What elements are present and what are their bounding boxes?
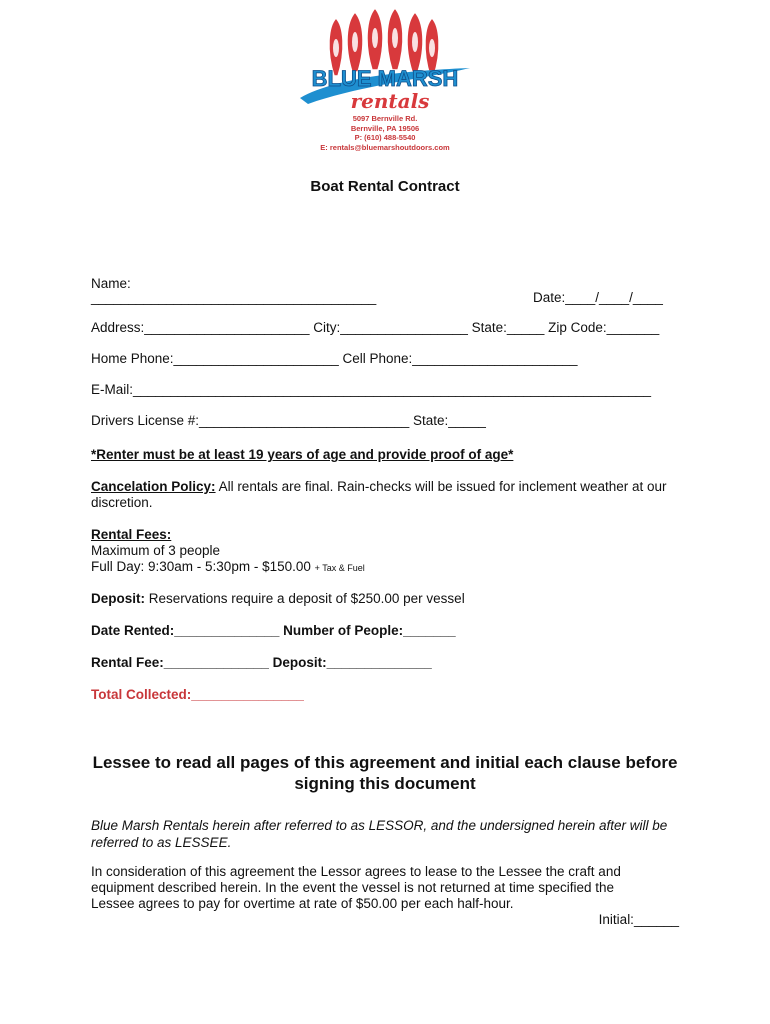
intro-paragraph: Blue Marsh Rentals herein after referred to as LESSOR, and the undersigned herein after will be referred to as LESSEE. bbox=[91, 818, 668, 850]
cancel-label: Cancelation Policy: bbox=[91, 479, 216, 494]
address-email: E: rentals@bluemarshoutdoors.com bbox=[320, 142, 450, 152]
deposit bbox=[91, 591, 465, 606]
rental-fees bbox=[91, 527, 365, 576]
fees-line2-wrap bbox=[91, 559, 365, 576]
email-field[interactable]: E-Mail:_____________________________________________________________________ bbox=[91, 382, 652, 397]
cancel-text: All rentals are final. Rain-checks will be issued for inclement weather at our discretion. bbox=[91, 479, 667, 510]
date-rented-field[interactable]: Date Rented:______________ Number of People:_______ bbox=[91, 623, 456, 638]
blue-marsh-logo bbox=[298, 6, 472, 118]
name-line[interactable]: ______________________________________ bbox=[91, 290, 377, 305]
fees-line2: Full Day: 9:30am - 5:30pm - $150.00 bbox=[91, 559, 315, 574]
logo-text-brand: BLUE MARSH bbox=[311, 66, 459, 91]
initial-field[interactable]: Initial:______ bbox=[598, 912, 679, 927]
license-field[interactable]: Drivers License #:____________________________ State:_____ bbox=[91, 413, 486, 428]
total-collected-field[interactable]: Total Collected:_______________ bbox=[91, 687, 304, 702]
name-label: Name: bbox=[91, 276, 131, 291]
fees-tax-note: + Tax & Fuel bbox=[314, 563, 365, 573]
logo-text-rentals: rentals bbox=[350, 89, 430, 113]
phone-field[interactable]: Home Phone:______________________ Cell Phone:______________________ bbox=[91, 351, 578, 366]
lessee-heading: Lessee to read all pages of this agreement and initial each clause before signing this document bbox=[92, 753, 678, 793]
consideration-paragraph: In consideration of this agreement the Lessor agrees to lease to the Lessee the craft and equipment described herein. In the event the vessel is not returned at time specified the Lessee agrees to pay for overtime at rate of $50.00 per each half-hour. bbox=[91, 864, 621, 911]
address-city: Bernville, PA 19506 bbox=[350, 123, 420, 133]
fees-label: Rental Fees: bbox=[91, 527, 172, 542]
fees-line1: Maximum of 3 people bbox=[91, 543, 221, 558]
age-notice: *Renter must be at least 19 years of age and provide proof of age* bbox=[91, 447, 514, 462]
deposit-text: Reservations require a deposit of $250.00 per vessel bbox=[145, 591, 465, 606]
deposit-label: Deposit: bbox=[91, 591, 145, 606]
rental-fee-field[interactable]: Rental Fee:______________ Deposit:______________ bbox=[91, 655, 432, 670]
address-block bbox=[290, 114, 480, 152]
address-street: 5097 Bernville Rd. bbox=[352, 114, 418, 123]
address-phone: P: (610) 488-5540 bbox=[354, 133, 416, 142]
address-field[interactable]: Address:______________________ City:_________________ State:_____ Zip Code:_______ bbox=[91, 320, 660, 335]
date-field[interactable]: Date:____/____/____ bbox=[533, 290, 663, 305]
cancel-policy bbox=[91, 479, 681, 511]
page-title: Boat Rental Contract bbox=[310, 178, 460, 195]
